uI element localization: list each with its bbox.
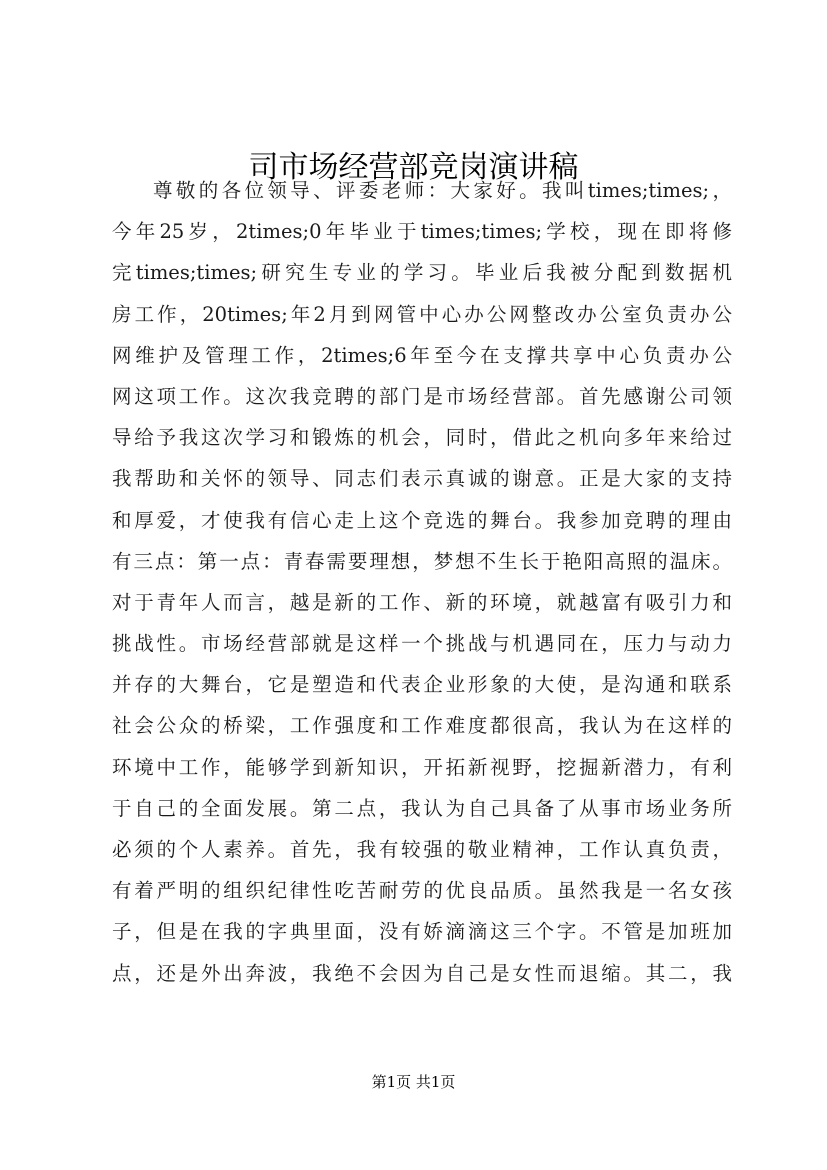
body-line: 有三点：第一点：青春需要理想，梦想不生长于艳阳高照的温床。 — [112, 549, 732, 573]
body-line: 于自己的全面发展。第二点，我认为自己具备了从事市场业务所 — [112, 796, 732, 820]
body-line: 导给予我这次学习和锻炼的机会，同时，借此之机向多年来给过 — [112, 426, 732, 450]
body-line: 网维护及管理工作，2times;6年至今在支撑共享中心负责办公 — [112, 343, 732, 367]
body-line: 并存的大舞台，它是塑造和代表企业形象的大使，是沟通和联系 — [112, 673, 732, 697]
body-line: 完times;times;研究生专业的学习。毕业后我被分配到数据机 — [112, 261, 732, 285]
body-line: 房工作，20times;年2月到网管中心办公网整改办公室负责办公 — [112, 302, 732, 326]
document-body — [112, 170, 732, 994]
document-title: 司市场经营部竞岗演讲稿 — [248, 150, 579, 185]
body-line: 对于青年人而言，越是新的工作、新的环境，就越富有吸引力和 — [112, 590, 732, 614]
body-line: 挑战性。市场经营部就是这样一个挑战与机遇同在，压力与动力 — [112, 632, 732, 656]
body-line: 环境中工作，能够学到新知识，开拓新视野，挖掘新潜力，有利 — [112, 755, 732, 779]
body-line: 今年25岁，2times;0年毕业于times;times;学校，现在即将修 — [112, 220, 732, 244]
body-line: 子，但是在我的字典里面，没有娇滴滴这三个字。不管是加班加 — [112, 920, 732, 944]
body-line: 社会公众的桥梁，工作强度和工作难度都很高，我认为在这样的 — [112, 714, 732, 738]
body-line: 尊敬的各位领导、评委老师：大家好。我叫times;times;， — [153, 179, 732, 202]
body-line: 必须的个人素养。首先，我有较强的敬业精神，工作认真负责， — [112, 838, 732, 861]
body-line: 有着严明的组织纪律性吃苦耐劳的优良品质。虽然我是一名女孩 — [112, 879, 732, 903]
body-line: 我帮助和关怀的领导、同志们表示真诚的谢意。正是大家的支持 — [112, 467, 732, 491]
body-line: 点，还是外出奔波，我绝不会因为自己是女性而退缩。其二，我 — [112, 961, 732, 985]
page-footer: 第1页 共1页 — [371, 1073, 456, 1091]
body-line: 网这项工作。这次我竞聘的部门是市场经营部。首先感谢公司领 — [112, 384, 732, 408]
body-line: 和厚爱，才使我有信心走上这个竞选的舞台。我参加竞聘的理由 — [112, 508, 732, 532]
